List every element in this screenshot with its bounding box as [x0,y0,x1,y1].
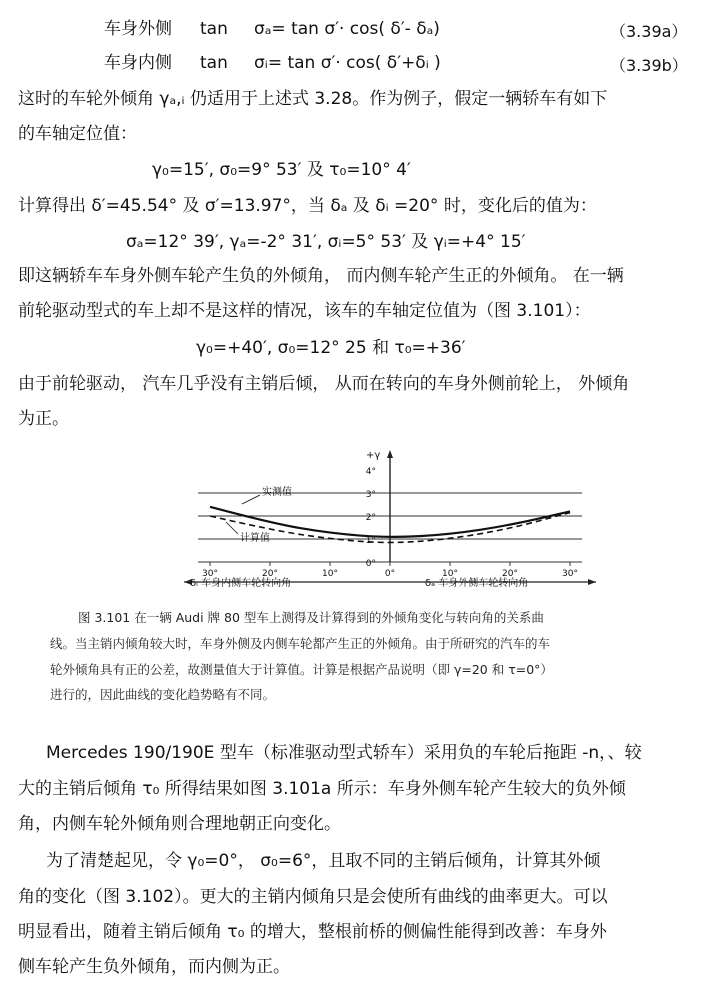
x-tick-label: 0° [384,569,396,579]
result-values: σₐ=12° 39′, γₐ=-2° 31′, σᵢ=5° 53′ 及 γᵢ=+4° 15′ [126,232,526,252]
figure-caption-line: 进行的，因此曲线的变化趋势略有不同。 [50,687,276,702]
y-tick-label: 2° [365,513,376,523]
paragraph-line: 前轮驱动型式的车上却不是这样的情况，该车的车轴定位值为（图 3.101）： [18,301,591,321]
x-tick-label: 10° [322,569,338,579]
leader-line [226,522,238,534]
equation-label: 车身内侧 [104,53,172,73]
axle-values: γ₀=15′, σ₀=9° 53′ 及 τ₀=10° 4′ [152,160,411,180]
y-axis-arrow [387,450,393,458]
paragraph-line: 为了清楚起见，令 γ₀=0°， σ₀=6°，且取不同的主销后倾角，计算其外倾 [46,851,601,871]
x-tick-label: 10° [442,569,458,579]
paragraph-line: 这时的车轮外倾角 γₐ,ᵢ 仍适用于上述式 3.28。作为例子，假定一辆轿车有如下 [18,89,608,109]
series-label-calculated: 计算值 [240,533,270,544]
y-tick-label: 0° [365,559,376,569]
paragraph-line: 大的主销后倾角 τ₀ 所得结果如图 3.101a 所示：车身外侧车轮产生较大的负外倾 [18,779,626,799]
equation-number: （3.39a） [610,22,688,41]
x-tick-label: 30° [562,569,578,579]
x-right-label: δₐ 车身外侧车轮转向角 [425,578,529,589]
paragraph-line: 侧车轮产生负外倾角，而内侧为正。 [18,957,290,977]
figure-caption-line: 轮外倾角具有正的公差，故测量值大于计算值。计算是根据产品说明（即 γ=20 和 τ=0°） [50,662,553,677]
paragraph-line: Mercedes 190/190E 型车（标准驱动型式轿车）采用负的车轮后拖距 -n，、较 [46,743,642,763]
paragraph-line: 为正。 [18,409,69,429]
equation-expr: σₐ= tan σ′· cos( δ′- δₐ) [254,19,440,39]
axle-values: γ₀=+40′, σ₀=12° 25 和 τ₀=+36′ [196,338,466,358]
figure-caption-line: 图 3.101 在一辆 Audi 牌 80 型车上测得及计算得到的外倾角变化与转向角的关系曲 [78,610,544,625]
x-tick-label: 20° [262,569,278,579]
paragraph-line: 明显看出，随着主销后倾角 τ₀ 的增大，整根前桥的侧偏性能得到改善：车身外 [18,922,607,942]
figure-caption-line: 线。当主销内倾角较大时，车身外侧及内侧车轮都产生正的外倾角。由于所研究的汽车的车 [50,636,551,651]
y-tick-label: 1° [365,536,376,546]
equation-fn: tan [200,53,228,73]
y-tick-label: 4° [365,467,376,477]
x-tick-label: 20° [502,569,518,579]
y-tick-label: 3° [365,490,376,500]
y-axis-label: +γ [366,450,381,461]
paragraph-line: 角的变化（图 3.102）。更大的主销内倾角只是会使所有曲线的曲率更大。可以 [18,887,608,907]
x-axis-right-arrow [588,579,596,585]
paragraph-line: 角，内侧车轮外倾角则合理地朝正向变化。 [18,814,341,834]
paragraph-line: 计算得出 δ′=45.54° 及 σ′=13.97°，当 δₐ 及 δᵢ =20° 时，变化后的值为： [18,196,597,216]
leader-line [242,495,260,504]
equation-number: （3.39b） [610,56,688,75]
equation-label: 车身外侧 [104,19,172,39]
series-label-measured: 实测值 [262,487,292,498]
x-tick-label: 30° [202,569,218,579]
paragraph-line: 的车轴定位值： [18,124,137,144]
x-left-label: δᵢ 车身内侧车轮转向角 [190,578,292,589]
paragraph-line: 即这辆轿车车身外侧车轮产生负的外倾角， 而内侧车轮产生正的外倾角。 在一辆 [18,266,624,286]
paragraph-line: 由于前轮驱动， 汽车几乎没有主销后倾， 从而在转向的车身外侧前轮上， 外倾角 [18,374,630,394]
equation-expr: σᵢ= tan σ′· cos( δ′+δᵢ ) [254,53,441,73]
equation-fn: tan [200,19,228,39]
camber-chart [180,448,600,590]
